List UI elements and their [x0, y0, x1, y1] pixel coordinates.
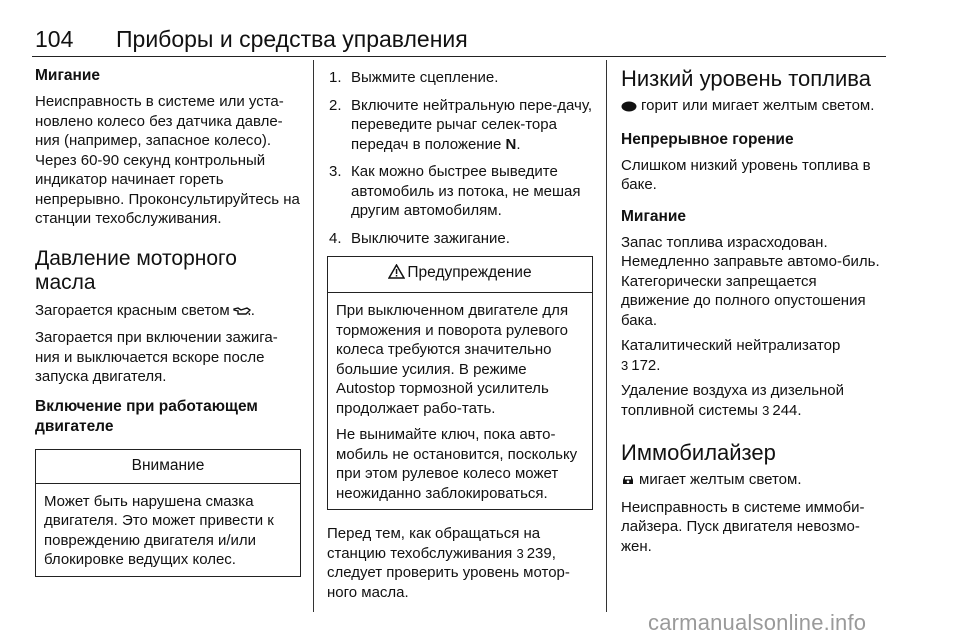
- list-item: 2. Включите нейтральную пере-дачу, переведите рычаг селек-тора передач в положение N.: [329, 96, 593, 153]
- steps-list: [327, 68, 593, 248]
- column-divider: [606, 60, 607, 612]
- key-car-icon: [621, 472, 635, 492]
- immobilizer-heading: Иммобилайзер: [621, 440, 776, 465]
- column-left: [35, 62, 301, 577]
- engine-running-heading: Включение при работающем двигателе: [35, 397, 258, 435]
- list-item: 1. Выжмите сцепление.: [329, 69, 499, 86]
- warning-box: [327, 256, 593, 510]
- low-fuel-text: горит или мигает желтым светом.: [621, 96, 889, 118]
- page-number: 104: [35, 26, 74, 52]
- immobilizer-fault-text: Неисправность в системе иммоби-лайзера. Пуск двигателя невозмо-жен.: [621, 498, 865, 555]
- page-ref[interactable]: 244.: [772, 401, 802, 419]
- warning-para-2: Не вынимайте ключ, пока авто-мобиль не остановится, поскольку при этом рулевое колесо может неожиданно заблокироваться.: [336, 426, 578, 502]
- attention-box: [35, 449, 301, 577]
- page-ref-icon: 3: [762, 402, 770, 418]
- air-removal-text: Удаление воздуха из дизельной топливной системы 3 244.: [621, 382, 845, 419]
- page-ref-icon: 3: [621, 357, 629, 373]
- list-item: 3. Как можно быстрее выведите автомобиль из потока, не мешая другим автомобилям.: [329, 163, 581, 219]
- page-ref[interactable]: 239: [526, 544, 552, 562]
- attention-title: Внимание: [36, 450, 300, 484]
- oil-text-2: Загорается при включении зажига-ния и выключается вскоре после запуска двигателя.: [35, 329, 278, 385]
- after-warning-text: Перед тем, как обращаться на станцию техобслуживания 3 239, следует проверить уровень мотор-ного масла.: [327, 525, 570, 601]
- fuel-blink-text: Запас топлива израсходован. Немедленно заправьте автомо-биль. Категорически запрещается движение до полного опустошения бака.: [621, 233, 880, 329]
- list-item: 4. Выключите зажигание.: [329, 229, 510, 247]
- page-ref-icon: 3: [516, 545, 524, 561]
- blink-text: Неисправность в системе или уста-новлено колесо без датчика давле-ния (например, запасное колесо). Через 60-90 секунд контрольный индикатор начинает гореть непрерывно. Проконсультируйтесь на станции техобслуживания.: [35, 93, 300, 227]
- oil-text-1: Загорается красным светом .: [35, 301, 301, 323]
- fuel-pump-icon: [621, 98, 637, 118]
- catalyst-text: Каталитический нейтрализатор 3 172.: [621, 337, 841, 374]
- fuel-blink-heading: Мигание: [621, 207, 687, 225]
- blink-heading: Мигание: [35, 67, 101, 84]
- low-fuel-heading: Низкий уровень топлива: [621, 66, 871, 91]
- column-right: [621, 62, 889, 562]
- warning-triangle-icon: [388, 264, 405, 285]
- column-divider: [313, 60, 314, 612]
- watermark: carmanualsonline.info: [648, 610, 867, 635]
- page-header: [32, 26, 886, 57]
- attention-text: Может быть нарушена смазка двигателя. Это может привести к повреждению двигателя и/или блокировке ведущих колес.: [44, 492, 274, 568]
- warning-title: Предупреждение: [328, 257, 592, 293]
- column-middle: [327, 62, 593, 608]
- oil-can-icon: [233, 303, 251, 323]
- page-ref[interactable]: 172.: [631, 356, 661, 374]
- immobilizer-text: мигает желтым светом.: [621, 470, 889, 492]
- warning-para-1: При выключенном двигателе для торможения и поворота рулевого колеса требуются значительно большие усилия. В режиме Autostop тормозной усилитель продолжает рабо-тать.: [336, 302, 569, 417]
- oil-pressure-heading: Давление моторного масла: [35, 246, 237, 294]
- continuous-text: Слишком низкий уровень топлива в баке.: [621, 156, 871, 193]
- continuous-heading: Непрерывное горение: [621, 130, 794, 148]
- page-title: Приборы и средства управления: [116, 26, 468, 52]
